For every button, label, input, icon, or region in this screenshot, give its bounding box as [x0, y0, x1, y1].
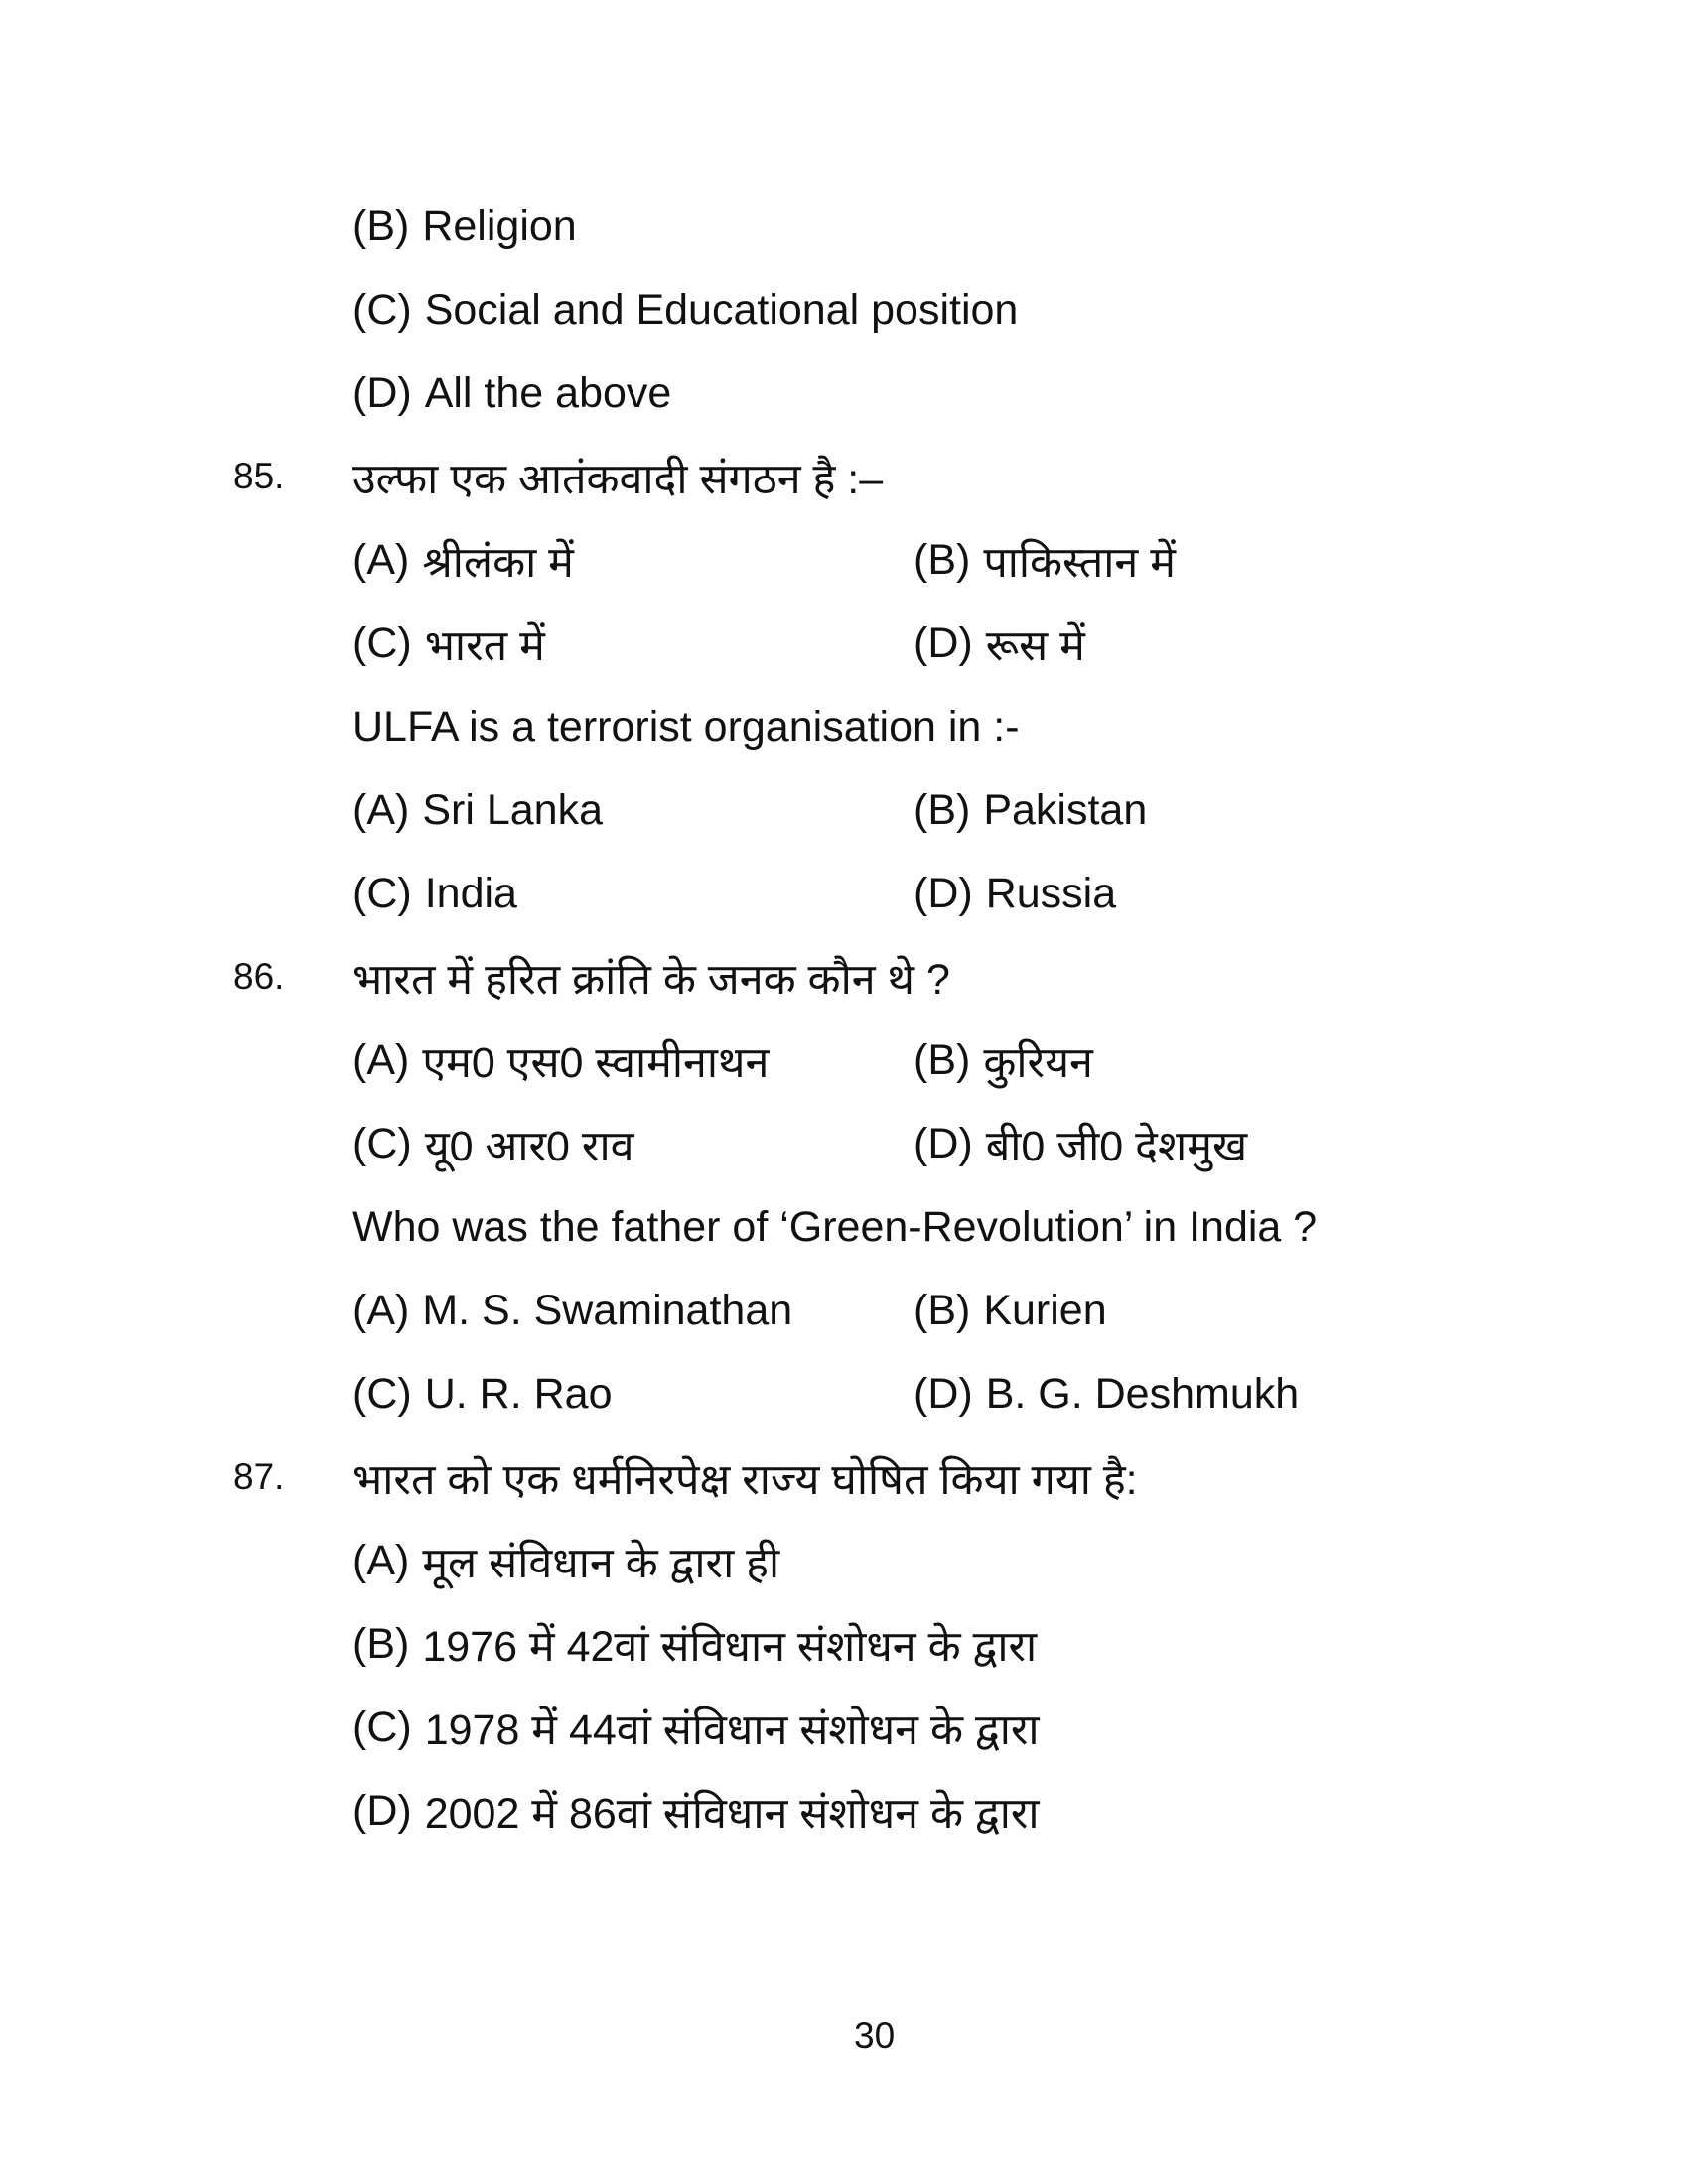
- option-text: मूल संविधान के द्वारा ही: [422, 1539, 780, 1587]
- option-text: भारत में: [424, 621, 545, 670]
- option-q84-b: [352, 203, 1514, 251]
- option-row-q86-en-cd: [233, 1352, 1514, 1435]
- option-row: [352, 614, 1514, 673]
- question-text: ULFA is a terrorist organisation in :-: [352, 702, 1020, 751]
- option-text: India: [424, 869, 517, 917]
- option-text: यू0 आर0 राव: [424, 1122, 634, 1170]
- option-text: M. S. Swaminathan: [422, 1286, 793, 1334]
- option-row: [352, 786, 1514, 835]
- option-label: (D): [914, 1369, 973, 1418]
- question-line-q87-hindi: [233, 1435, 1514, 1519]
- option-label: (C): [352, 618, 412, 667]
- option-text: कुरियन: [983, 1038, 1093, 1087]
- option-q85-hi-c: [352, 614, 914, 673]
- option-label: (B): [914, 1286, 971, 1334]
- option-q87-a: [352, 1532, 1514, 1590]
- option-q86-hi-a: [352, 1031, 914, 1090]
- option-q84-d: [352, 369, 1514, 418]
- option-q87-d: [352, 1782, 1514, 1841]
- option-q85-en-c: [352, 870, 914, 918]
- option-label: (B): [352, 1619, 410, 1668]
- option-label: (D): [352, 368, 412, 417]
- option-row: [352, 870, 1514, 918]
- option-q86-hi-d: [914, 1115, 1514, 1173]
- option-line-q84-c: [233, 268, 1514, 351]
- option-label: (A): [352, 1035, 410, 1084]
- option-text: श्रीलंका में: [422, 538, 574, 587]
- question-text: भारत को एक धर्मनिरपेक्ष राज्य घोषित किया गया है:: [352, 1455, 1138, 1504]
- option-text: बी0 जी0 देशमुख: [985, 1122, 1248, 1170]
- option-q86-en-c: [352, 1370, 914, 1419]
- option-line-q87-d: [233, 1769, 1514, 1852]
- option-label: (D): [914, 1119, 973, 1167]
- option-label: (A): [352, 785, 410, 834]
- option-text: Russia: [985, 869, 1117, 917]
- question-text-english: [352, 703, 1514, 751]
- option-q86-hi-c: [352, 1115, 914, 1173]
- page-content: [233, 185, 1514, 1852]
- question-line-q85-english: [233, 685, 1514, 768]
- option-text: Sri Lanka: [422, 785, 603, 834]
- option-row-q86-hi-cd: [233, 1102, 1514, 1185]
- option-row: [352, 531, 1514, 590]
- question-line-q85-hindi: [233, 435, 1514, 518]
- option-row-q85-en-cd: [233, 852, 1514, 935]
- option-row-q85-en-ab: [233, 768, 1514, 852]
- question-number: 85.: [233, 456, 285, 496]
- option-row: [352, 1370, 1514, 1419]
- option-label: (B): [914, 1035, 971, 1084]
- page-number: 30: [854, 2015, 896, 2056]
- option-label: (D): [914, 618, 973, 667]
- option-text: 1976 में 42वां संविधान संशोधन के द्वारा: [422, 1622, 1038, 1671]
- option-row-q85-hi-cd: [233, 602, 1514, 685]
- question-text-hindi: [352, 448, 1514, 506]
- option-q85-en-d: [914, 870, 1514, 918]
- option-text: रूस में: [985, 621, 1085, 670]
- question-line-q86-hindi: [233, 935, 1514, 1019]
- option-line-q87-c: [233, 1686, 1514, 1769]
- option-row: [352, 1287, 1514, 1335]
- option-q86-hi-b: [914, 1031, 1514, 1090]
- option-label: (C): [352, 869, 412, 917]
- option-row: [352, 1031, 1514, 1090]
- option-row-q86-en-ab: [233, 1269, 1514, 1352]
- option-text: 1978 में 44वां संविधान संशोधन के द्वारा: [424, 1706, 1040, 1754]
- option-label: (C): [352, 285, 412, 334]
- option-label: (A): [352, 1536, 410, 1584]
- option-label: (D): [914, 869, 973, 917]
- option-label: (C): [352, 1119, 412, 1167]
- option-text: पाकिस्तान में: [983, 538, 1176, 587]
- option-q85-hi-b: [914, 531, 1514, 590]
- option-text: Social and Educational position: [424, 285, 1019, 334]
- question-line-q86-english: [233, 1185, 1514, 1269]
- option-line-q84-b: [233, 185, 1514, 268]
- option-label: (A): [352, 535, 410, 584]
- option-text: 2002 में 86वां संविधान संशोधन के द्वारा: [424, 1789, 1040, 1838]
- question-text: उल्फा एक आतंकवादी संगठन है :–: [352, 455, 884, 503]
- option-text: Kurien: [983, 1286, 1107, 1334]
- option-q85-hi-a: [352, 531, 914, 590]
- option-text: एम0 एस0 स्वामीनाथन: [422, 1038, 770, 1087]
- option-label: (B): [914, 785, 971, 834]
- option-line-q87-a: [233, 1519, 1514, 1602]
- question-text: भारत में हरित क्रांति के जनक कौन थे ?: [352, 955, 950, 1004]
- option-label: (D): [352, 1786, 412, 1835]
- option-text: Religion: [422, 202, 577, 250]
- option-q85-en-b: [914, 786, 1514, 835]
- option-q87-c: [352, 1699, 1514, 1757]
- option-row: [352, 1115, 1514, 1173]
- option-line-q87-b: [233, 1602, 1514, 1686]
- option-text: B. G. Deshmukh: [985, 1369, 1300, 1418]
- question-text-hindi: [352, 948, 1514, 1007]
- option-q86-en-a: [352, 1287, 914, 1335]
- option-text: Pakistan: [983, 785, 1148, 834]
- option-label: (C): [352, 1703, 412, 1751]
- question-text: Who was the father of ‘Green-Revolution’ in India ?: [352, 1202, 1318, 1251]
- option-q85-en-a: [352, 786, 914, 835]
- option-q84-c: [352, 286, 1514, 335]
- option-line-q84-d: [233, 351, 1514, 435]
- option-q86-en-d: [914, 1370, 1514, 1419]
- option-row-q85-hi-ab: [233, 518, 1514, 602]
- option-q85-hi-d: [914, 614, 1514, 673]
- question-text-hindi: [352, 1448, 1514, 1507]
- option-q87-b: [352, 1615, 1514, 1674]
- option-label: (B): [914, 535, 971, 584]
- question-number: 86.: [233, 956, 285, 997]
- question-number: 87.: [233, 1456, 285, 1497]
- option-label: (C): [352, 1369, 412, 1418]
- option-q86-en-b: [914, 1287, 1514, 1335]
- question-text-english: [352, 1203, 1514, 1252]
- option-text: U. R. Rao: [424, 1369, 613, 1418]
- option-row-q86-hi-ab: [233, 1019, 1514, 1102]
- option-label: (A): [352, 1286, 410, 1334]
- option-label: (B): [352, 202, 410, 250]
- option-text: All the above: [424, 368, 672, 417]
